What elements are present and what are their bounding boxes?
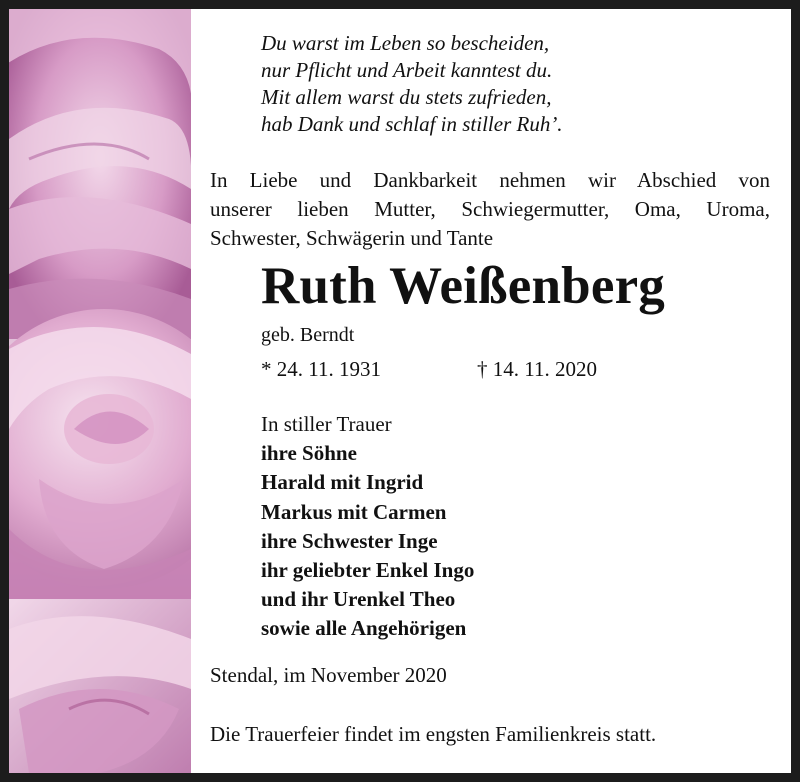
mourner-line: ihr geliebter Enkel Ingo <box>261 558 475 583</box>
mourner-line: ihre Schwester Inge <box>261 528 438 553</box>
birth-date: * 24. 11. 1931 <box>261 357 381 381</box>
mourner-line: sowie alle Angehörigen <box>261 616 467 641</box>
mourners-intro: In stiller Trauer <box>261 412 392 436</box>
mourner-line: ihre Söhne <box>261 441 357 466</box>
intro-text <box>210 166 770 253</box>
death-date: † 14. 11. 2020 <box>477 357 597 381</box>
mourners-list <box>261 410 474 644</box>
intro-line: Schwester, Schwägerin und Tante <box>210 226 494 250</box>
maiden-name: geb. Berndt <box>261 324 355 346</box>
mourner-line: und ihr Urenkel Theo <box>261 587 456 612</box>
poem-line: Mit allem warst du stets zufrieden, <box>261 85 552 109</box>
poem-line: nur Pflicht und Arbeit kanntest du. <box>261 58 553 82</box>
intro-line: In Liebe und Dankbarkeit nehmen wir Abschied von <box>210 168 770 192</box>
rose-image <box>9 9 191 773</box>
mourner-line: Harald mit Ingrid <box>261 470 424 495</box>
poem-line: hab Dank und schlaf in stiller Ruh’. <box>261 112 563 136</box>
poem <box>261 30 563 138</box>
mourner-line: Markus mit Carmen <box>261 499 447 524</box>
notice-text <box>210 9 790 773</box>
place-date: Stendal, im November 2020 <box>210 663 447 687</box>
funeral-note: Die Trauerfeier findet im engsten Familienkreis statt. <box>210 722 657 746</box>
roses-illustration <box>9 9 191 773</box>
poem-line: Du warst im Leben so bescheiden, <box>261 31 550 55</box>
deceased-name: Ruth Weißenberg <box>261 257 665 315</box>
intro-line: unserer lieben Mutter, Schwiegermutter, Oma, Uroma, <box>210 197 770 221</box>
life-dates <box>261 355 681 383</box>
